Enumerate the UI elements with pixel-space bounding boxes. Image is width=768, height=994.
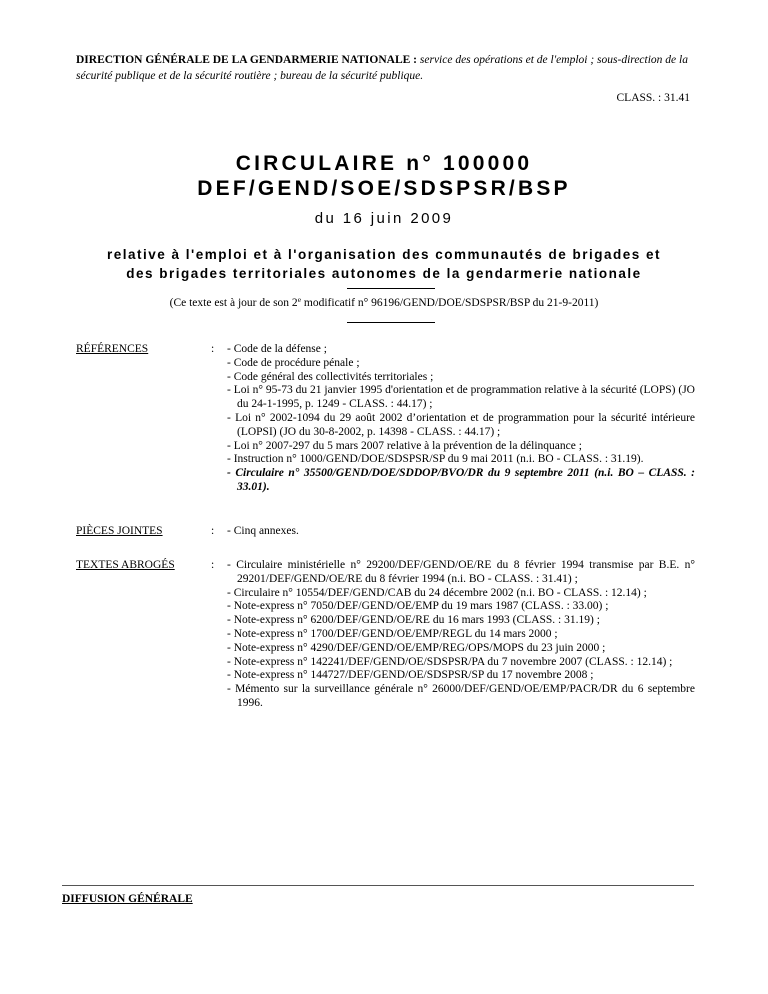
- list-item: - Note-express n° 6200/DEF/GEND/OE/RE du 16 mars 1993 (CLASS. : 31.19) ;: [227, 614, 600, 627]
- classification-reference: CLASS. : 31.41: [616, 92, 690, 104]
- repealed-texts-colon: :: [211, 559, 215, 571]
- attachments-colon: :: [211, 525, 215, 537]
- references-label: RÉFÉRENCES: [76, 343, 149, 355]
- references-list: [227, 343, 695, 495]
- repealed-texts-list: [227, 559, 695, 711]
- modification-note-end: modificatif n° 96196/GEND/DOE/SDSPSR/BSP du 21-9-2011): [301, 297, 599, 309]
- list-item: - Note-express n° 142241/DEF/GEND/OE/SDSPSR/PA du 7 novembre 2007 (CLASS. : 12.14) ;: [227, 655, 673, 668]
- list-item: - Note-express n° 144727/DEF/GEND/OE/SDSPSR/SP du 17 novembre 2008 ;: [227, 669, 594, 682]
- circular-code: DEF/GEND/SOE/SDSPSR/BSP: [197, 177, 571, 200]
- separator-rule-bottom: [347, 322, 435, 323]
- list-item: - Loi n° 2002-1094 du 29 août 2002 d’orientation et de programmation pour la sécurité intérieure (LOPSI) (JO du 30-8-2002, p. 14398 - CLASS. : 44.17) ;: [227, 411, 695, 438]
- repealed-texts-label: TEXTES ABROGÉS: [76, 559, 175, 571]
- list-item: - Code de la défense ;: [227, 343, 327, 355]
- list-item: - Circulaire ministérielle n° 29200/DEF/GEND/OE/RE du 8 février 1994 transmise par B.E. n° 29201/DEF/GEND/OE/RE du 8 février 1994 (n.i. BO - CLASS. : 31.41) ;: [227, 559, 695, 585]
- distribution-label: DIFFUSION GÉNÉRALE: [62, 893, 193, 905]
- list-item: - Code de procédure pénale ;: [227, 356, 360, 369]
- subject-line-2: des brigades territoriales autonomes de la gendarmerie nationale: [126, 266, 642, 281]
- list-item: - Loi n° 2007-297 du 5 mars 2007 relative à la prévention de la délinquance ;: [227, 439, 582, 452]
- list-item: - Note-express n° 1700/DEF/GEND/OE/EMP/REGL du 14 mars 2000 ;: [227, 627, 558, 640]
- circular-number: CIRCULAIRE n° 100000: [235, 152, 533, 175]
- issuing-authority-name: DIRECTION GÉNÉRALE DE LA GENDARMERIE NATIONALE :: [76, 54, 418, 66]
- attachments-list: [227, 525, 695, 539]
- modification-note: [0, 295, 768, 309]
- issuing-authority-services: service des opérations et de l'emploi ; sous-direction de la sécurité publique et de la sécurité routière ; bureau de la sécurité publique.: [76, 54, 688, 82]
- subject-line-1: relative à l'emploi et à l'organisation des communautés de brigades et: [106, 247, 662, 262]
- modification-note-superscript: e: [297, 295, 302, 304]
- list-item: - Note-express n° 7050/DEF/GEND/OE/EMP du 19 mars 1987 (CLASS. : 33.00) ;: [227, 600, 609, 613]
- list-item: - Code général des collectivités territoriales ;: [227, 370, 434, 383]
- attachments-label: PIÈCES JOINTES: [76, 525, 163, 537]
- circular-subject: [0, 245, 768, 283]
- list-item: - Loi n° 95-73 du 21 janvier 1995 d'orientation et de programmation relative à la sécurité (LOPS) (JO du 24-1-1995, p. 1249 - CLASS. : 44.17) ;: [227, 384, 695, 411]
- issuing-authority: [76, 52, 694, 84]
- separator-rule-top: [347, 288, 435, 289]
- list-item: - Mémento sur la surveillance générale n° 26000/DEF/GEND/OE/EMP/PACR/DR du 6 septembre 1996.: [227, 683, 695, 709]
- list-item: - Cinq annexes.: [227, 525, 299, 537]
- list-item: - Circulaire n° 10554/DEF/GEND/CAB du 24 décembre 2002 (n.i. BO - CLASS. : 12.14) ;: [227, 586, 647, 599]
- list-item: - Note-express n° 4290/DEF/GEND/OE/EMP/REG/OPS/MOPS du 23 juin 2000 ;: [227, 641, 606, 654]
- list-item: - Circulaire n° 35500/GEND/DOE/SDDOP/BVO/DR du 9 septembre 2011 (n.i. BO – CLASS. : 33.01).: [227, 467, 695, 493]
- circular-date: du 16 juin 2009: [314, 210, 454, 227]
- footer-separator: [62, 885, 694, 886]
- modification-note-start: (Ce texte est à jour de son 2: [169, 297, 298, 309]
- references-colon: :: [211, 343, 215, 355]
- list-item: - Instruction n° 1000/GEND/DOE/SDSPSR/SP du 9 mai 2011 (n.i. BO - CLASS. : 31.19).: [227, 453, 644, 466]
